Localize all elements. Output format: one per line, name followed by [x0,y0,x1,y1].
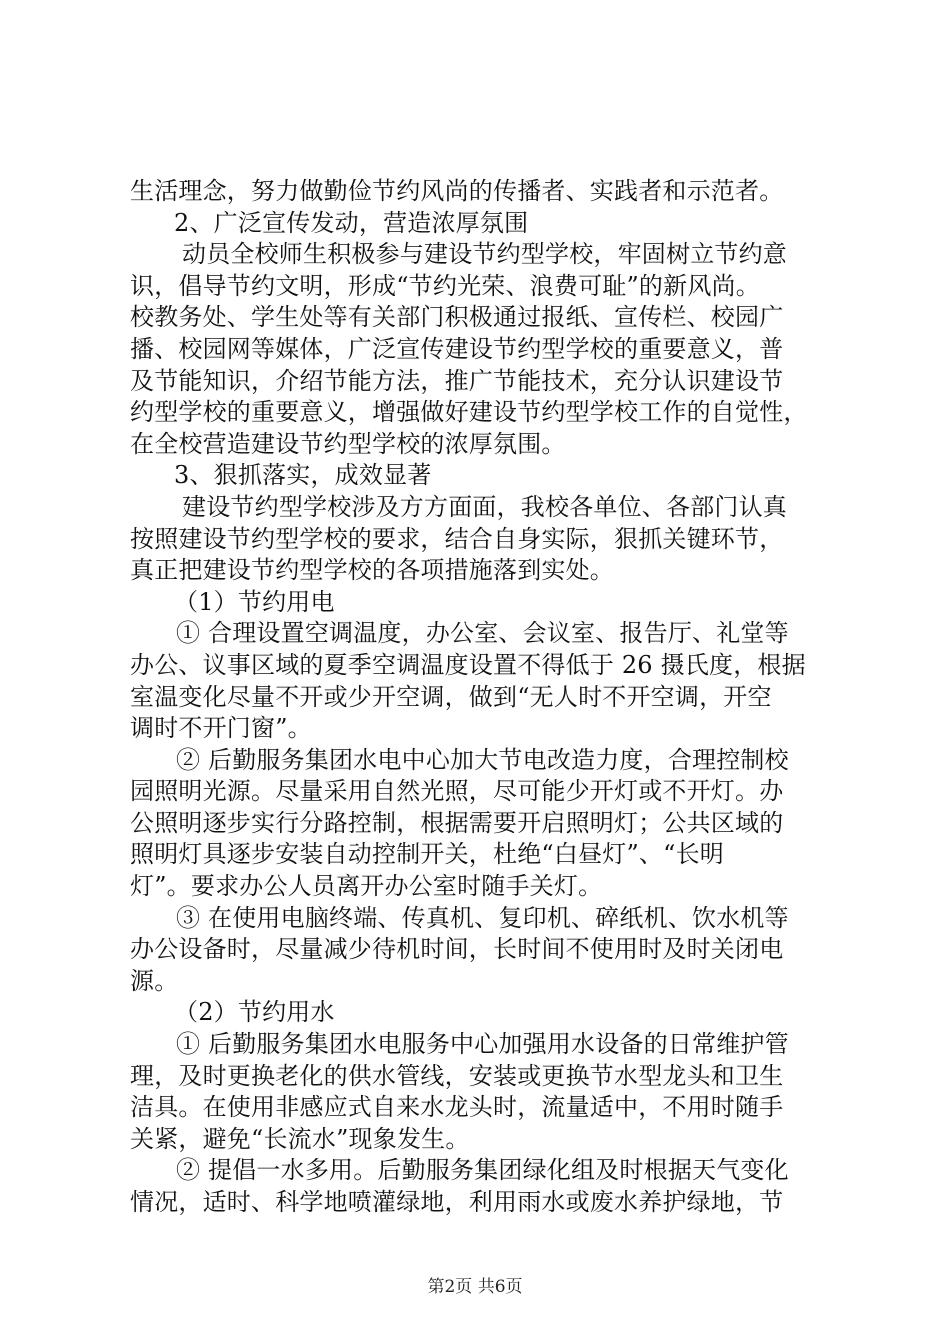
text-line: 关紧，避免“长流水”现象发生。 [130,1124,470,1153]
text-line: （2）节约用水 [174,998,335,1027]
text-line: 理，及时更换老化的供水管线，安装或更换节水型龙头和卫生 [130,1061,784,1090]
text-line: ② 提倡一水多用。后勤服务集团绿化组及时根据天气变化 [176,1156,789,1185]
text-line: 校教务处、学生处等有关部门积极通过报纸、宣传栏、校园广 [130,303,784,332]
text-line: 识，倡导节约文明，形成“节约光荣、浪费可耻”的新风尚。 [130,271,760,300]
text-line: 园照明光源。尽量采用自然光照，尽可能少开灯或不开灯。办 [130,777,784,806]
text-line: ③ 在使用电脑终端、传真机、复印机、碎纸机、饮水机等 [176,903,789,932]
text-line: 真正把建设节约型学校的各项措施落到实处。 [130,556,614,585]
text-line: 调时不开门窗”。 [130,714,312,743]
text-line: 及节能知识，介绍节能方法，推广节能技术，充分认识建设节 [130,366,784,395]
text-line: 办公设备时，尽量减少待机时间，长时间不使用时及时关闭电 [130,935,784,964]
text-line: ② 后勤服务集团水电中心加大节电改造力度，合理控制校 [176,745,789,774]
page-footer: 第2页 共6页 [427,1277,523,1297]
document-body [130,176,830,1219]
text-line: 情况，适时、科学地喷灌绿地，利用雨水或废水养护绿地，节 [130,1188,784,1216]
text-line: 洁具。在使用非感应式自来水龙头时，流量适中，不用时随手 [130,1093,784,1122]
text-line: 灯”。要求办公人员离开办公室时随手关灯。 [130,872,603,901]
text-line: 在全校营造建设节约型学校的浓厚氛围。 [130,429,566,458]
text-line: 生活理念，努力做勤俭节约风尚的传播者、实践者和示范者。 [130,177,784,205]
text-line: 按照建设节约型学校的要求，结合自身实际，狠抓关键环节， [130,524,784,553]
text-line: 约型学校的重要意义，增强做好建设节约型学校工作的自觉性， [130,398,808,427]
text-line: ① 后勤服务集团水电服务中心加强用水设备的日常维护管 [176,1030,789,1059]
text-line: 播、校园网等媒体，广泛宣传建设节约型学校的重要意义，普 [130,334,784,363]
text-line: 2、广泛宣传发动，营造浓厚氛围 [174,208,529,237]
text-line: 公照明逐步实行分路控制，根据需要开启照明灯；公共区域的 [130,808,784,837]
text-line: 室温变化尽量不开或少开空调，做到“无人时不开空调，开空 [130,682,772,711]
text-line: （1）节约用电 [174,587,335,616]
text-line: 办公、议事区域的夏季空调温度设置不得低于 26 摄氏度，根据 [130,650,806,679]
text-line: 动员全校师生积极参与建设节约型学校，牢固树立节约意 [182,240,787,269]
text-line: ① 合理设置空调温度，办公室、会议室、报告厅、礼堂等 [176,619,789,648]
text-line: 建设节约型学校涉及方方面面，我校各单位、各部门认真 [182,492,787,521]
text-line: 3、狠抓落实，成效显著 [174,461,432,490]
text-line: 源。 [130,966,179,995]
text-line: 照明灯具逐步安装自动控制开关，杜绝“白昼灯”、“长明 [130,840,725,869]
